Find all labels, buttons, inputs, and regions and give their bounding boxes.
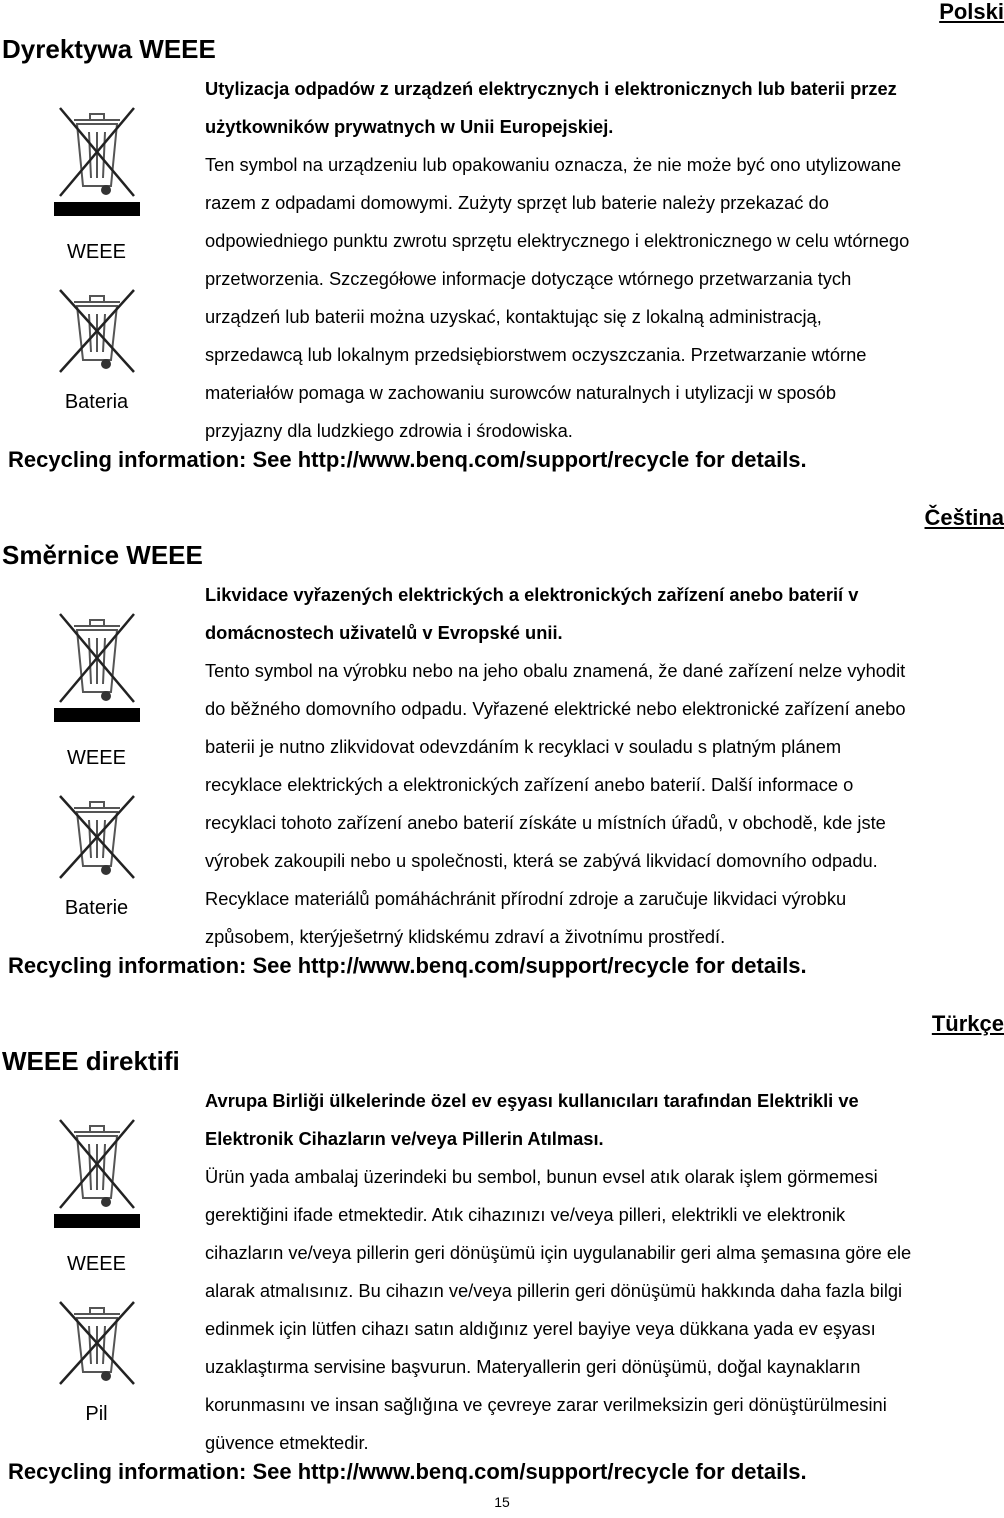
language-label: Čeština (924, 505, 1004, 530)
section-heading: Dyrektywa WEEE (2, 34, 216, 64)
body-line: alarak atmalısınız. Bu cihazın ve/veya pillerin geri dönüşümü hakkında daha fazla bilgi (205, 1280, 903, 1301)
section-body (205, 1082, 1004, 1462)
section-body (205, 576, 1004, 956)
body-line: do běžného domovního odpadu. Vyřazené elektrické nebo elektronické zařízení anebo (205, 698, 906, 719)
body-line: způsobem, kterýješetrný klidskému zdraví a životnímu prostředí. (205, 926, 726, 947)
body-line: baterii je nutno zlikvidovat odevzdáním k recyklaci v souladu s platným plánem (205, 736, 842, 757)
title-line: Avrupa Birliği ülkelerinde özel ev eşyası kullanıcıları tarafından Elektrikli ve (205, 1090, 859, 1111)
title-line: Utylizacja odpadów z urządzeń elektrycznych i elektronicznych lub baterii przez (205, 78, 897, 99)
title-line: domácnostech uživatelů v Evropské unii. (205, 622, 563, 643)
section-heading: WEEE direktifi (2, 1046, 180, 1076)
section-turkce (0, 1012, 1004, 1492)
body-line: recyklace elektrických a elektronických zařízení anebo baterií. Další informace o (205, 774, 854, 795)
language-label: Türkçe (931, 1011, 1004, 1036)
body-line: Tento symbol na výrobku nebo na jeho obalu znamená, že dané zařízení nelze vyhodit (205, 660, 906, 681)
recycling-info: Recycling information: See http://www.benq.com/support/recycle for details. (8, 1459, 807, 1484)
page-number: 15 (494, 1494, 510, 1510)
weee-label: WEEE (67, 1253, 126, 1275)
body-line: cihazların ve/veya pillerin geri dönüşümü için uygulanabilir geri alma şemasına göre ele (205, 1242, 912, 1263)
body-line: edinmek için lütfen cihazı satın aldığınız yerel bayiye veya dükkana yada ev eşyası (205, 1318, 876, 1339)
body-line: recyklaci tohoto zařízení anebo baterií získáte u místních úřadů, v obchodě, kde jste (205, 812, 886, 833)
battery-label: Baterie (64, 897, 129, 919)
battery-label: Pil (85, 1403, 108, 1425)
body-line: Ten symbol na urządzeniu lub opakowaniu oznacza, że nie może być ono utylizowane (205, 154, 902, 175)
recycling-info: Recycling information: See http://www.benq.com/support/recycle for details. (8, 447, 807, 472)
body-line: materiałów pomaga w zachowaniu surowców naturalnych i utylizacji w sposób (205, 382, 836, 403)
weee-bin-icon (54, 608, 140, 724)
battery-bin-icon (54, 284, 140, 376)
section-heading: Směrnice WEEE (2, 540, 203, 570)
battery-label: Bateria (64, 391, 129, 413)
section-polski (0, 0, 1004, 480)
section-cestina (0, 506, 1004, 986)
body-line: sprzedawcą lub lokalnym przedsiębiorstwem oczyszczania. Przetwarzanie wtórne (205, 344, 867, 365)
title-line: użytkowników prywatnych w Unii Europejskiej. (205, 116, 614, 137)
weee-label: WEEE (67, 241, 126, 263)
weee-bin-icon (54, 102, 140, 218)
language-label: Polski (939, 0, 1004, 24)
body-line: uzaklaştırma servisine başvurun. Materyallerin geri dönüşümü, doğal kaynakların (205, 1356, 861, 1377)
body-line: Recyklace materiálů pomáháchránit přírodní zdroje a zaručuje likvidaci výrobku (205, 888, 847, 909)
body-line: gerektiğini ifade etmektedir. Atık cihazınızı ve/veya pilleri, elektrikli ve elektronik (205, 1204, 846, 1225)
body-line: výrobek zakoupili nebo u společnosti, která se zabývá likvidací domovního odpadu. (205, 850, 878, 871)
body-line: przyjazny dla ludzkiego zdrowia i środowiska. (205, 420, 573, 441)
recycling-info: Recycling information: See http://www.benq.com/support/recycle for details. (8, 953, 807, 978)
section-body (205, 70, 1004, 450)
title-line: Likvidace vyřazených elektrických a elektronických zařízení anebo baterií v (205, 584, 859, 605)
body-line: güvence etmektedir. (205, 1432, 369, 1453)
body-line: odpowiedniego punktu zwrotu sprzętu elektrycznego i elektronicznego w celu wtórnego (205, 230, 910, 251)
body-line: razem z odpadami domowymi. Zużyty sprzęt lub baterie należy przekazać do (205, 192, 829, 213)
battery-bin-icon (54, 790, 140, 882)
body-line: korunmasını ve insan sağlığına ve çevreye zarar verilmeksizin geri dönüştürülmesini (205, 1394, 887, 1415)
body-line: przetworzenia. Szczegółowe informacje dotyczące wtórnego przetwarzania tych (205, 268, 852, 289)
weee-label: WEEE (67, 747, 126, 769)
battery-bin-icon (54, 1296, 140, 1388)
body-line: Ürün yada ambalaj üzerindeki bu sembol, bunun evsel atık olarak işlem görmemesi (205, 1166, 878, 1187)
title-line: Elektronik Cihazların ve/veya Pillerin Atılması. (205, 1128, 604, 1149)
body-line: urządzeń lub baterii można uzyskać, kontaktując się z lokalną administracją, (205, 306, 822, 327)
weee-bin-icon (54, 1114, 140, 1230)
